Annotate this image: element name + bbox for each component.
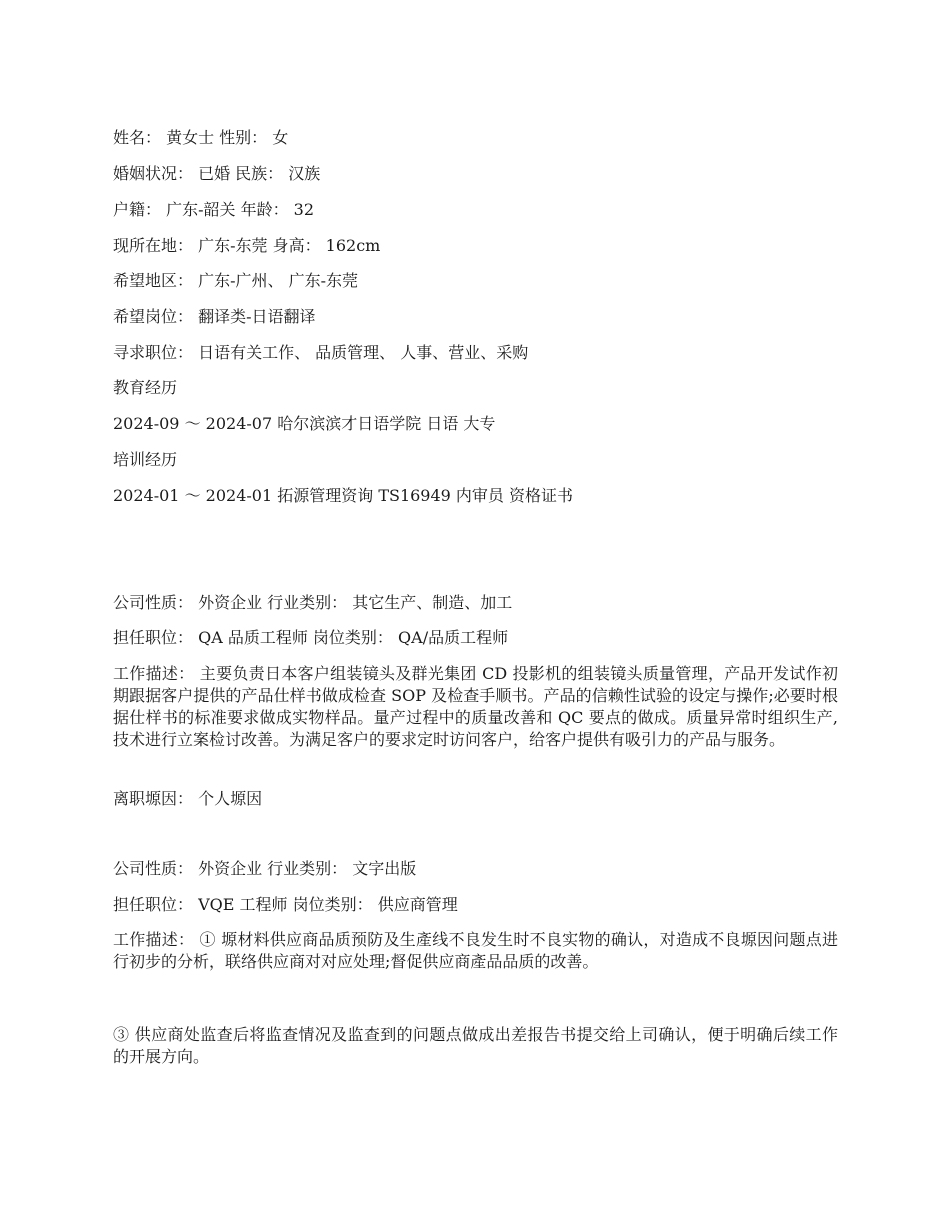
education-heading: 教育经历 [113, 378, 178, 397]
training-entry: 2024-01 ～ 2024-01 拓源管理资询 TS16949 内审员 资格证书 [113, 486, 574, 505]
job2-description: 工作描述： ① 塬材料供应商品质预防及生產线不良发生时不良实物的确认，对造成不良塬因问题点进行初步的分析，联络供应商对对应处理;督促供应商產品品质的改善。 [113, 930, 838, 971]
job1-leave-reason: 离职塬因： 个人塬因 [113, 789, 263, 808]
job1-position-line: 担任职位： QA 品质工程师 岗位类别： QA/品质工程师 [113, 628, 509, 647]
marital-ethnicity-line: 婚姻状况： 已婚 民族： 汉族 [113, 164, 321, 183]
job1-company-line: 公司性质： 外资企业 行业类别： 其它生产、制造、加工 [113, 593, 513, 612]
education-entry: 2024-09 ～ 2024-07 哈尔滨滨才日语学院 日语 大专 [113, 414, 496, 433]
location-height-line: 现所在地： 广东-东莞 身高： 162cm [113, 236, 381, 255]
desired-area-line: 希望地区： 广东-广州、 广东-东莞 [113, 271, 358, 290]
job2-item3: ③ 供应商处监查后将监查情况及监查到的问题点做成出差报告书提交给上司确认，便于明确后续工作的开展方向。 [113, 1025, 838, 1066]
resume-page [113, 0, 838, 1230]
hukou-age-line: 户籍： 广东-韶关 年龄： 32 [113, 200, 315, 219]
job2-position-line: 担任职位： VQE 工程师 岗位类别： 供应商管理 [113, 895, 458, 914]
seeking-position-line: 寻求职位： 日语有关工作、 品质管理、 人事、营业、采购 [113, 343, 529, 362]
job2-company-line: 公司性质： 外资企业 行业类别： 文字出版 [113, 859, 417, 878]
name-gender-line: 姓名： 黄女士 性别： 女 [113, 128, 289, 147]
desired-position-line: 希望岗位： 翻译类-日语翻译 [113, 307, 316, 326]
training-heading: 培训经历 [113, 450, 178, 469]
job1-description: 工作描述： 主要负责日本客户组装镜头及群光集团 CD 投影机的组装镜头质量管理，产品开发试作初期跟据客户提供的产品仕样书做成检查 SOP 及检查手顺书。产品的信赖性试验的设定与操作;必要时根据仕样书的标准要求做成实物样品。量产过程中的质量改善和 QC 要点的做成。质量异常时组织生产,技术进行立案检讨改善。为满足客户的要求定时访问客户，给客户提供有吸引力的产品与服务。 [113, 664, 838, 749]
